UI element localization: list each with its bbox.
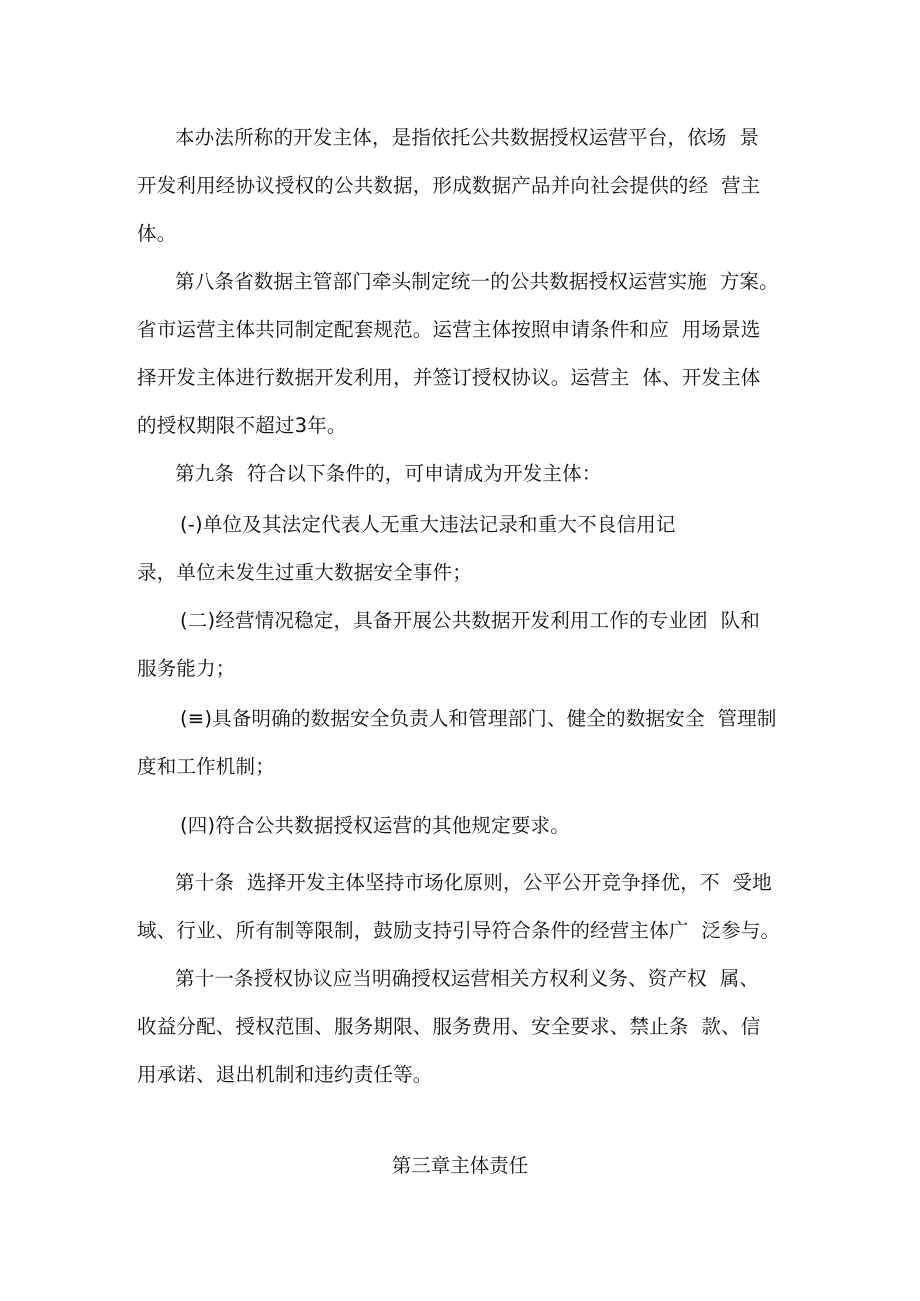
item-3-line-1: (≡)具备明确的数据安全负责人和管理部门、健全的数据安全 管理制 [180, 707, 777, 730]
article-11-line-1: 第十一条授权协议应当明确授权运营相关方权利义务、资产权 属、 [175, 967, 760, 990]
item-2-line-1: (二)经营情况稳定，具备开展公共数据开发利用工作的专业团 队和 [180, 609, 761, 632]
article-10-line-1: 第十条 选择开发主体坚持市场化原则，公平公开竞争择优，不 受地 [175, 871, 772, 894]
article-8-line-4: 的授权期限不超过3年。 [137, 414, 347, 437]
article-8-line-2: 省市运营主体共同制定配套规范。运营主体按照申请条件和应 用场景选 [137, 318, 761, 341]
item-4-line-1: (四)符合公共数据授权运营的其他规定要求。 [180, 814, 570, 837]
paragraph-1-line-1: 本办法所称的开发主体，是指依托公共数据授权运营平台，依场 景 [175, 126, 760, 149]
item-1-line-1: (-)单位及其法定代表人无重大违法记录和重大不良信用记 [180, 513, 676, 536]
paragraph-1-line-2: 开发利用经协议授权的公共数据，形成数据产品并向社会提供的经 营主 [137, 174, 761, 197]
article-11-line-2: 收益分配、授权范围、服务期限、服务费用、安全要求、禁止条 款、信 [137, 1015, 761, 1038]
item-1-line-2: 录，单位未发生过重大数据安全事件； [137, 561, 472, 584]
paragraph-1-line-3: 体。 [137, 222, 177, 245]
article-11-line-3: 用承诺、退出机制和违约责任等。 [137, 1063, 433, 1086]
article-9-line-1: 第九条 符合以下条件的，可申请成为开发主体： [175, 462, 602, 485]
article-8-line-1: 第八条省数据主管部门牵头制定统一的公共数据授权运营实施 方案。 [175, 270, 779, 293]
item-3-line-2: 度和工作机制； [137, 755, 275, 778]
article-8-line-3: 择开发主体进行数据开发利用，并签订授权协议。运营主 体、开发主体 [137, 366, 761, 389]
item-2-line-2: 服务能力； [137, 657, 236, 680]
article-10-line-2: 域、行业、所有制等限制，鼓励支持引导符合条件的经营主体广 泛参与。 [137, 919, 781, 942]
chapter-heading: 第三章主体责任 [391, 1154, 529, 1177]
